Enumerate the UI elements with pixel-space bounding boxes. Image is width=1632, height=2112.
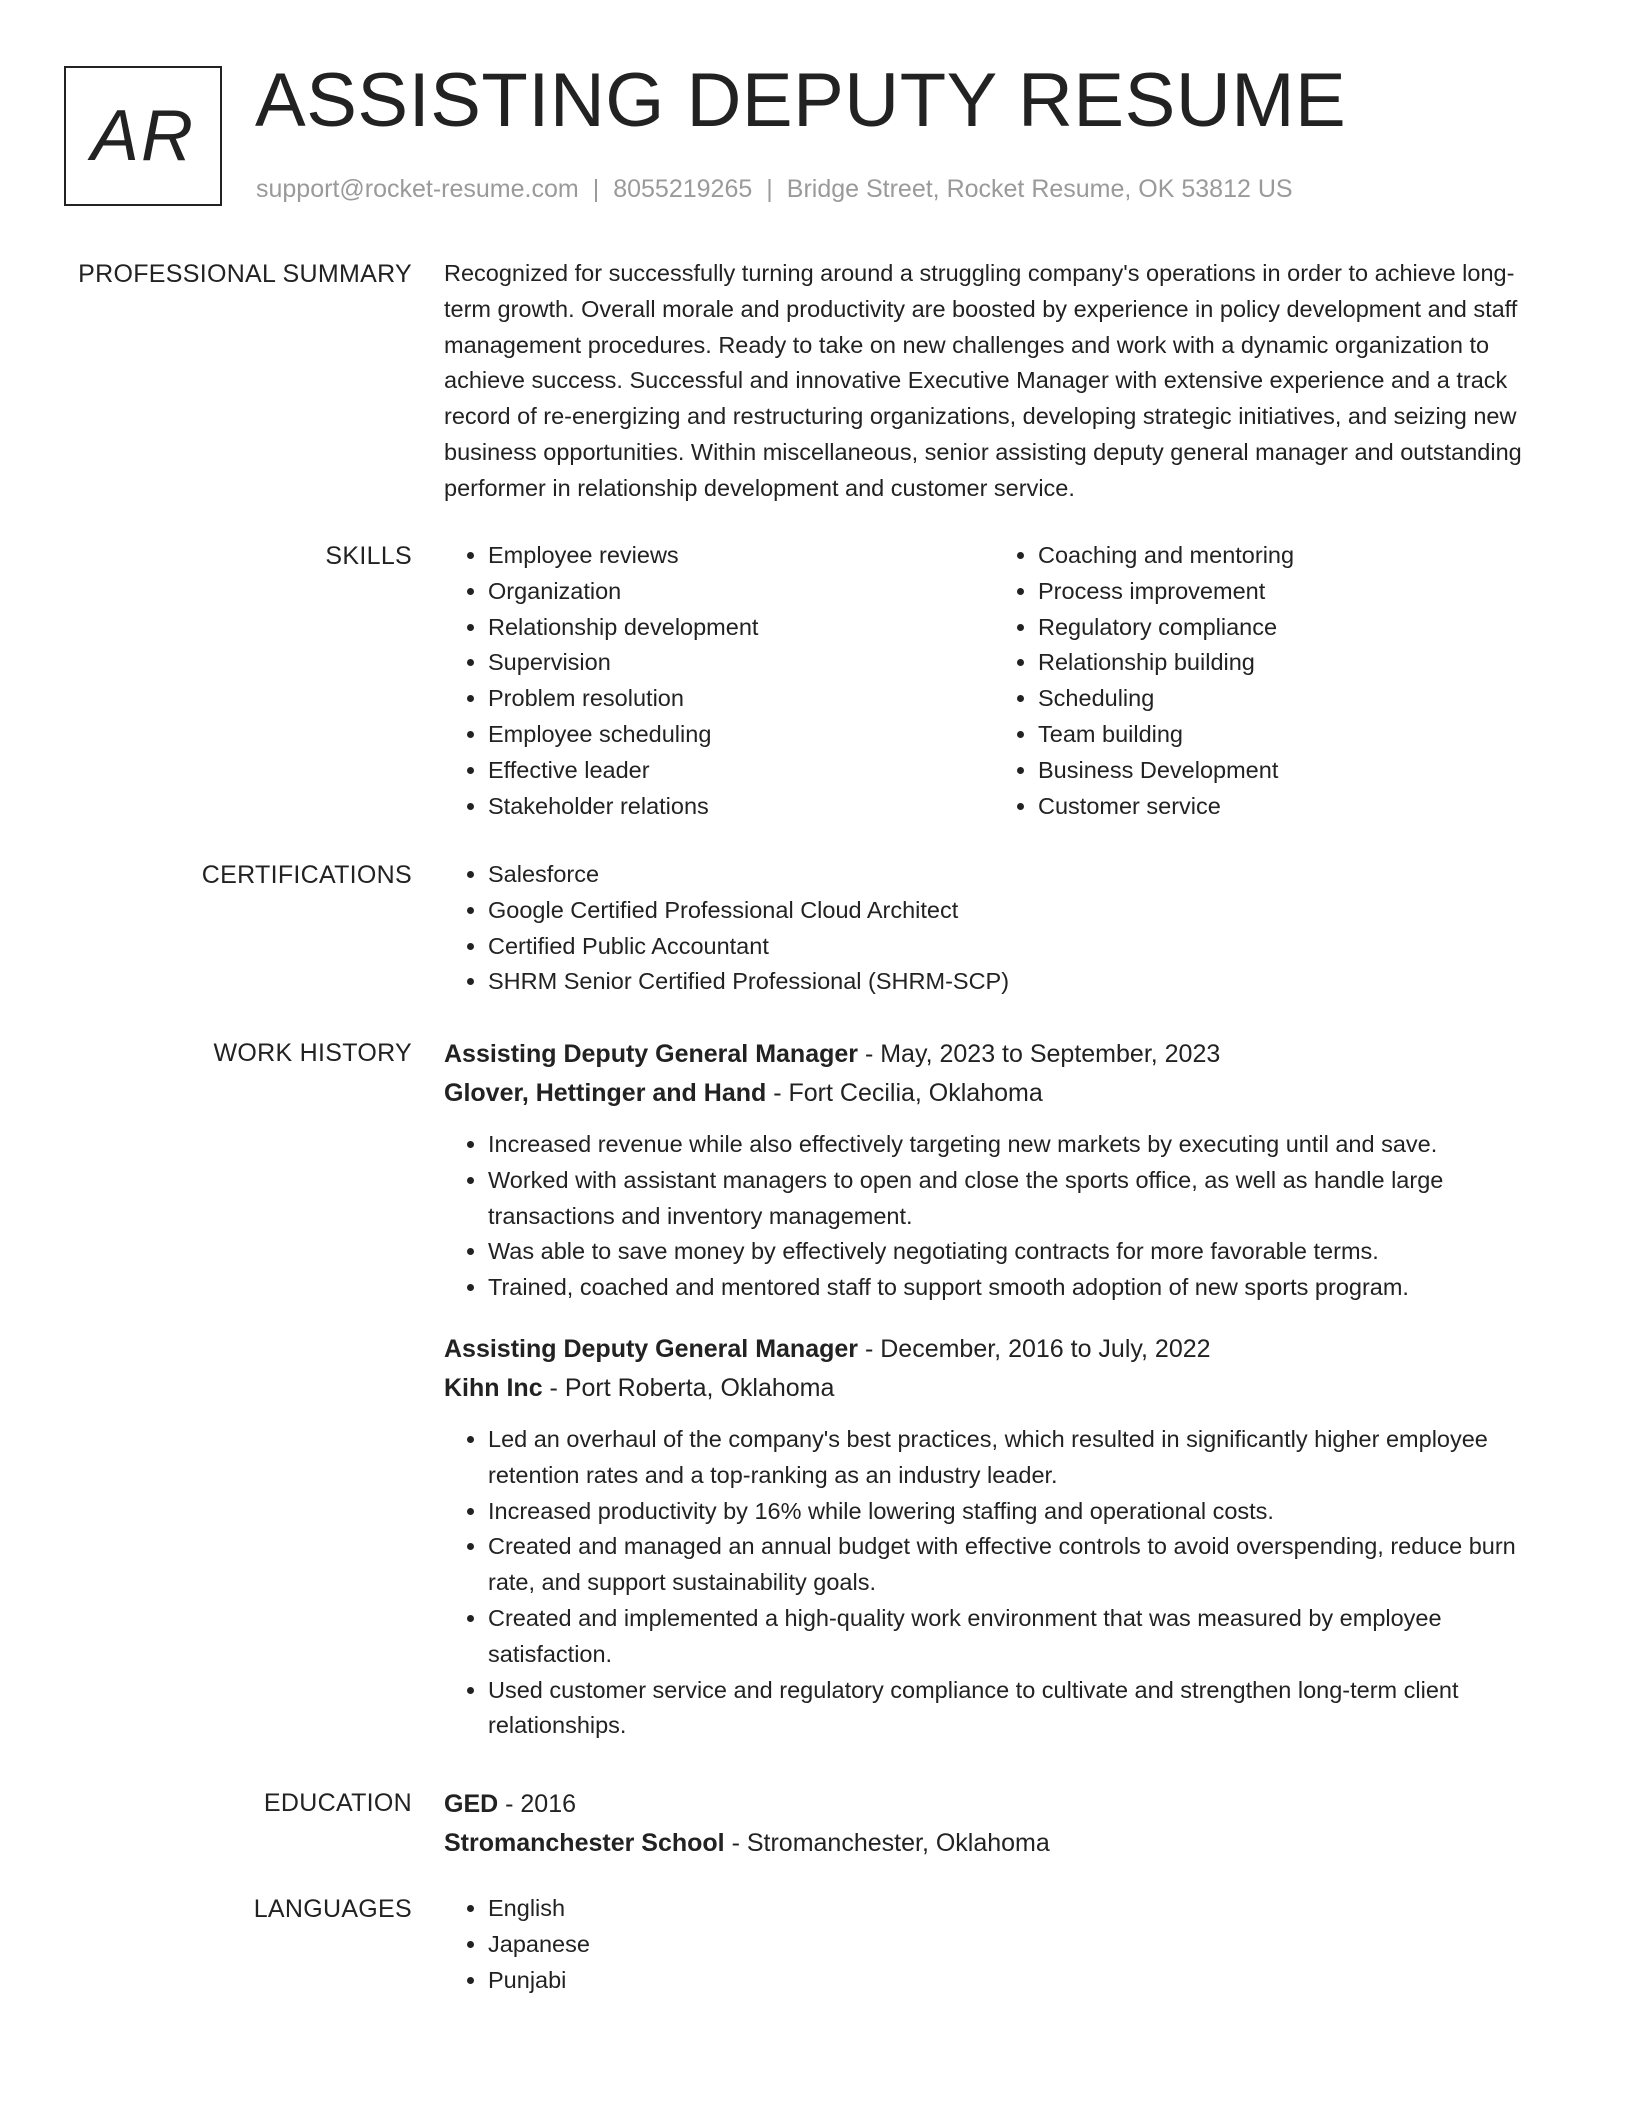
job-bullet: • Led an overhaul of the company's best practices, which resulted in significantly higher employee retention rates and a top-ranking as an industry leader.	[488, 1422, 1544, 1494]
certifications-list	[444, 857, 1544, 1000]
skills-list-left	[444, 538, 994, 824]
job-bullet: • Used customer service and regulatory compliance to cultivate and strengthen long-term client relationships.	[488, 1673, 1544, 1745]
job-entry	[444, 1330, 1544, 1744]
skills-label: SKILLS	[325, 542, 412, 570]
languages-label: LANGUAGES	[253, 1895, 412, 1923]
skill-item: • Relationship development	[488, 610, 994, 646]
job-bullet: • Was able to save money by effectively negotiating contracts for more favorable terms.	[488, 1234, 1544, 1270]
certification-item: • Salesforce	[488, 857, 1544, 893]
skill-item: • Process improvement	[1038, 574, 1544, 610]
education-location: - Stromanchester, Oklahoma	[724, 1829, 1050, 1857]
skill-item: • Effective leader	[488, 753, 994, 789]
certification-item: • Google Certified Professional Cloud Architect	[488, 893, 1544, 929]
job-bullets	[444, 1422, 1544, 1744]
skill-item: • Scheduling	[1038, 681, 1544, 717]
contact-phone: 8055219265	[613, 175, 753, 203]
job-bullet: • Increased revenue while also effectively targeting new markets by executing until and save.	[488, 1127, 1544, 1163]
skill-item: • Organization	[488, 574, 994, 610]
job-dates: - December, 2016 to July, 2022	[858, 1334, 1211, 1363]
skill-item: • Employee reviews	[488, 538, 994, 574]
skill-item: • Problem resolution	[488, 681, 994, 717]
certifications-body	[444, 857, 1544, 1000]
summary-body	[444, 256, 1544, 507]
languages-list	[444, 1891, 1544, 1998]
summary-text: Recognized for successfully turning around a struggling company's operations in order to achieve long-term growth. Overall morale and productivity are boosted by experience in policy development and staff management procedures. Ready to take on new challenges and work with a dynamic organization to achieve success. Successful and innovative Executive Manager with extensive experience and a track record of re-energizing and restructuring organizations, developing strategic initiatives, and seizing new business opportunities. Within miscellaneous, senior assisting deputy general manager and outstanding performer in relationship development and customer service.	[444, 260, 1522, 501]
education-school: Stromanchester School	[444, 1829, 725, 1857]
skill-item: • Relationship building	[1038, 645, 1544, 681]
skill-item: • Supervision	[488, 645, 994, 681]
contact-separator: |	[766, 175, 773, 203]
job-company-line	[444, 1369, 1544, 1408]
language-item: • English	[488, 1891, 1544, 1927]
resume-title: ASSISTING DEPUTY RESUME	[255, 58, 1347, 143]
language-item: • Punjabi	[488, 1963, 1544, 1999]
job-location: - Fort Cecilia, Oklahoma	[766, 1079, 1043, 1107]
skills-list-right	[994, 538, 1544, 824]
job-company: Kihn Inc	[444, 1373, 543, 1402]
job-dates: - May, 2023 to September, 2023	[858, 1040, 1221, 1068]
monogram-badge: AR	[64, 66, 222, 206]
job-entry	[444, 1035, 1544, 1306]
skill-item: • Regulatory compliance	[1038, 610, 1544, 646]
skill-item: • Business Development	[1038, 753, 1544, 789]
job-title: Assisting Deputy General Manager	[444, 1334, 859, 1363]
job-bullet: • Worked with assistant managers to open and close the sports office, as well as handle large transactions and inventory management.	[488, 1163, 1544, 1235]
job-company-line	[444, 1074, 1544, 1113]
education-degree: GED	[444, 1790, 499, 1818]
education-school-line	[444, 1824, 1544, 1863]
skills-body	[444, 538, 1544, 824]
job-bullets	[444, 1127, 1544, 1306]
summary-label: PROFESSIONAL SUMMARY	[78, 260, 412, 288]
skill-item: • Stakeholder relations	[488, 789, 994, 825]
job-location: - Port Roberta, Oklahoma	[542, 1373, 835, 1402]
contact-email: support@rocket-resume.com	[256, 175, 579, 203]
contact-address: Bridge Street, Rocket Resume, OK 53812 US	[786, 175, 1293, 203]
work-history-label: WORK HISTORY	[213, 1039, 412, 1067]
contact-separator: |	[592, 175, 600, 203]
skill-item: • Employee scheduling	[488, 717, 994, 753]
skill-item: • Team building	[1038, 717, 1544, 753]
language-item: • Japanese	[488, 1927, 1544, 1963]
certification-item: • SHRM Senior Certified Professional (SHRM-SCP)	[488, 964, 1544, 1000]
work-history-body	[444, 1035, 1544, 1768]
education-label: EDUCATION	[263, 1789, 412, 1817]
job-title-line	[444, 1330, 1544, 1369]
education-body	[444, 1785, 1544, 1863]
education-year: - 2016	[498, 1790, 577, 1818]
contact-line	[256, 172, 1293, 206]
education-degree-line	[444, 1785, 1544, 1824]
job-company: Glover, Hettinger and Hand	[444, 1079, 767, 1107]
skill-item: • Customer service	[1038, 789, 1544, 825]
certifications-label: CERTIFICATIONS	[201, 861, 412, 889]
job-bullet: • Trained, coached and mentored staff to support smooth adoption of new sports program.	[488, 1270, 1544, 1306]
certification-item: • Certified Public Accountant	[488, 929, 1544, 965]
job-bullet: • Created and implemented a high-quality work environment that was measured by employee satisfaction.	[488, 1601, 1544, 1673]
job-bullet: • Increased productivity by 16% while lowering staffing and operational costs.	[488, 1494, 1544, 1530]
skill-item: • Coaching and mentoring	[1038, 538, 1544, 574]
job-title: Assisting Deputy General Manager	[444, 1040, 859, 1068]
languages-body	[444, 1891, 1544, 1998]
job-bullet: • Created and managed an annual budget with effective controls to avoid overspending, reduce burn rate, and support sustainability goals.	[488, 1529, 1544, 1601]
job-title-line	[444, 1035, 1544, 1074]
